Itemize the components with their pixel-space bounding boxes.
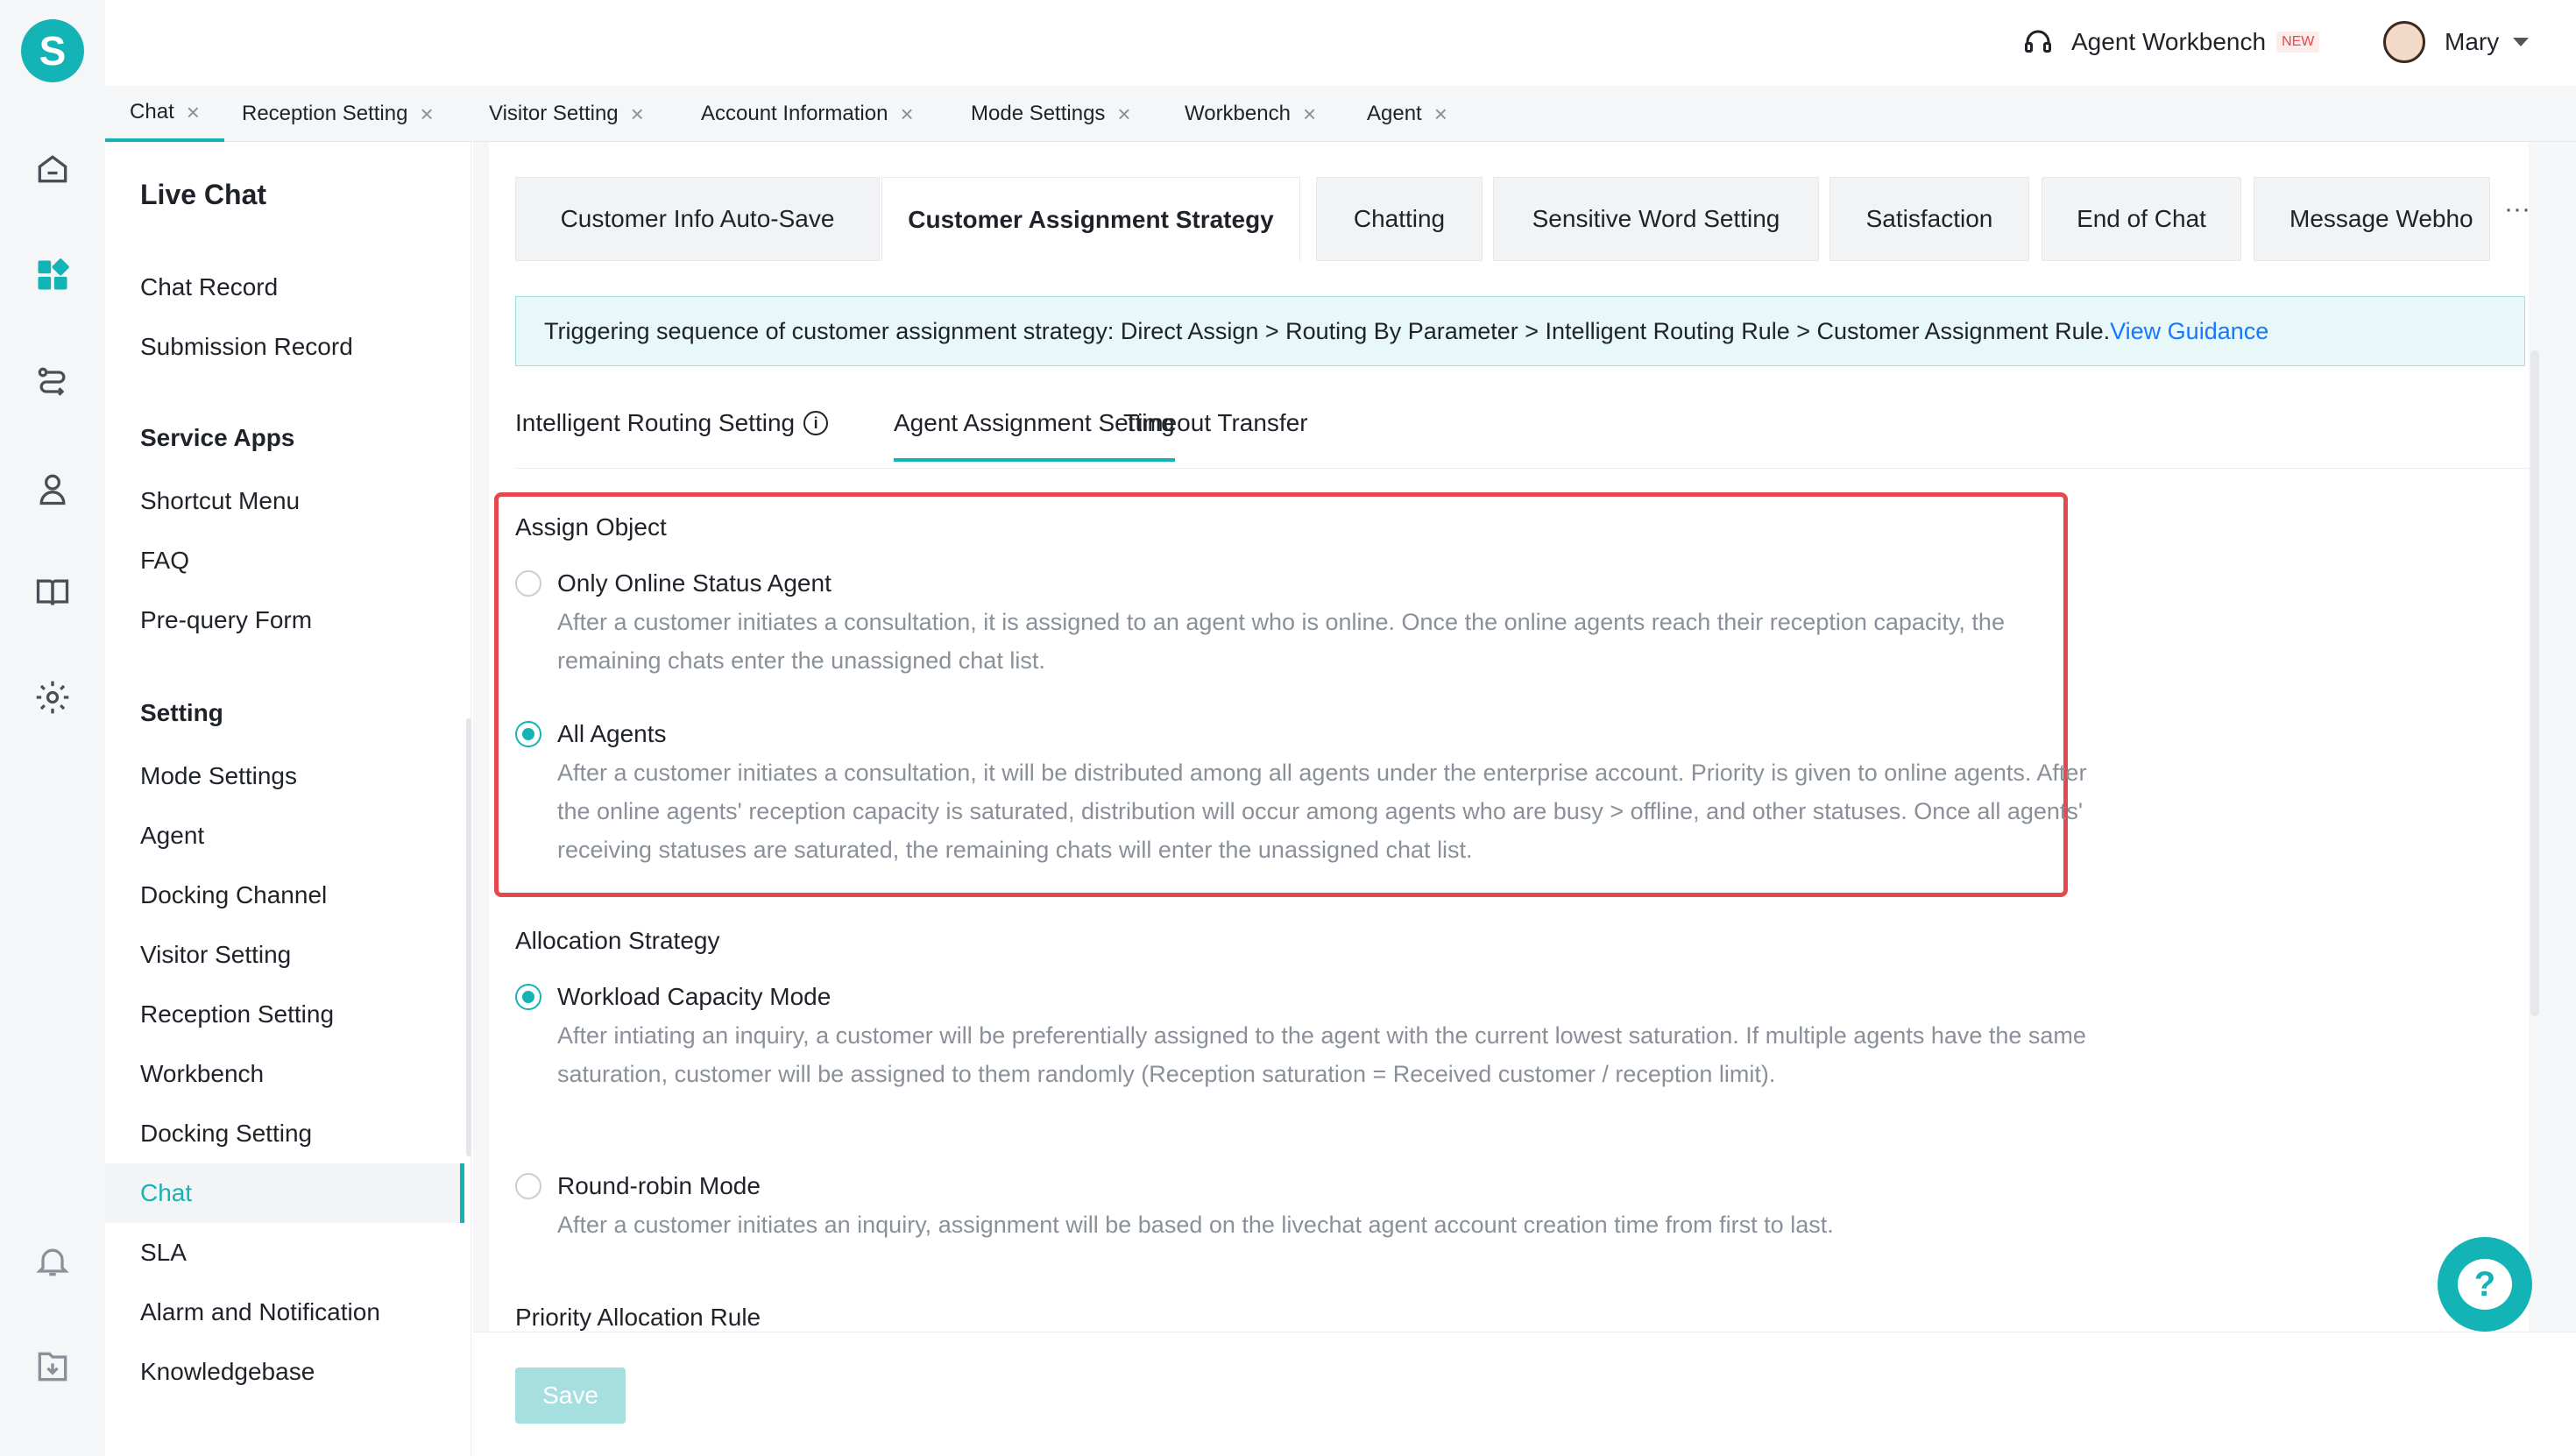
close-icon[interactable]: × <box>630 100 644 127</box>
content-tab-customer-info-auto-save[interactable]: Customer Info Auto-Save <box>515 177 880 261</box>
save-button[interactable]: Save <box>515 1368 626 1424</box>
sidebar-item-visitor-setting[interactable]: Visitor Setting <box>140 941 292 968</box>
sidebar-item-docking-setting[interactable]: Docking Setting <box>140 1120 313 1147</box>
sidebar-heading-setting: Setting <box>140 699 223 726</box>
open-tabs-bar <box>105 86 2576 142</box>
tab-reception-setting[interactable]: Reception Setting × <box>242 100 434 127</box>
sidebar-item-docking-channel[interactable]: Docking Channel <box>140 881 328 908</box>
option-description: After a customer initiates a consultation, it is assigned to an agent who is online. Once the online agents reach their reception capacity, the remaining chats enter the unassigned chat list. <box>557 609 2005 674</box>
avatar <box>2383 21 2425 63</box>
radio-all-agents[interactable]: All Agents <box>515 720 667 748</box>
subtab-intelligent-routing-setting[interactable]: Intelligent Routing Setting i <box>515 409 828 437</box>
settings-icon[interactable] <box>33 678 72 717</box>
tab-workbench[interactable]: Workbench × <box>1185 100 1317 127</box>
close-icon[interactable]: × <box>1302 100 1317 127</box>
content-tab-message-webhook[interactable]: Message Webho <box>2254 177 2490 261</box>
content-scrollbar[interactable] <box>2530 350 2539 1016</box>
sidebar-item-knowledgebase[interactable]: Knowledgebase <box>140 1358 315 1385</box>
sidebar-title: Live Chat <box>140 179 267 210</box>
headset-icon <box>2022 26 2054 58</box>
tab-agent[interactable]: Agent × <box>1367 100 1447 127</box>
sidebar-item-sla[interactable]: SLA <box>140 1239 187 1266</box>
tab-visitor-setting[interactable]: Visitor Setting × <box>489 100 644 127</box>
main-content <box>473 142 2576 1456</box>
radio-button[interactable] <box>515 984 541 1010</box>
view-guidance-link[interactable]: View Guidance <box>2110 317 2269 344</box>
sidebar-item-chat[interactable]: Chat <box>105 1163 464 1223</box>
home-icon[interactable] <box>33 149 72 187</box>
sidebar-item-agent[interactable]: Agent <box>140 822 205 849</box>
settings-panel <box>489 142 2529 1456</box>
option-description: After a customer initiates an inquiry, assignment will be based on the livechat agent account creation time from first to last. <box>557 1212 1834 1238</box>
sidebar-heading-service-apps: Service Apps <box>140 424 295 451</box>
app-logo[interactable]: S <box>21 19 84 82</box>
radio-workload-capacity-mode[interactable]: Workload Capacity Mode <box>515 983 831 1011</box>
notice-text: Triggering sequence of customer assignment strategy: Direct Assign > Routing By Parameter > Intelligent Routing Rule > Customer Assignment Rule. <box>544 317 2111 344</box>
assign-object-title: Assign Object <box>515 513 667 541</box>
sidebar-item-reception-setting[interactable]: Reception Setting <box>140 1000 335 1028</box>
option-description: After intiating an inquiry, a customer will be preferentially assigned to the agent with the current lowest saturation. If multiple agents have the same saturation, customer will be assigned to them randomly (Reception saturation = Received customer / reception limit). <box>557 1022 2086 1087</box>
radio-only-online-status-agent[interactable]: Only Online Status Agent <box>515 569 832 597</box>
radio-round-robin-mode[interactable]: Round-robin Mode <box>515 1172 761 1200</box>
sidebar-item-submission-record[interactable]: Submission Record <box>140 333 353 360</box>
content-tab-end-of-chat[interactable]: End of Chat <box>2042 177 2241 261</box>
bell-icon[interactable] <box>33 1242 72 1281</box>
tab-account-information[interactable]: Account Information × <box>701 100 914 127</box>
priority-allocation-rule-title: Priority Allocation Rule <box>515 1304 761 1331</box>
sidebar-item-mode-settings[interactable]: Mode Settings <box>140 762 297 789</box>
sidebar-scrollbar[interactable] <box>466 718 471 1156</box>
sidebar-item-chat-record[interactable]: Chat Record <box>140 273 279 300</box>
new-badge: NEW <box>2276 32 2319 53</box>
tab-chat[interactable]: Chat × <box>105 86 224 142</box>
content-tab-chatting[interactable]: Chatting <box>1316 177 1483 261</box>
footer-bar <box>473 1332 2576 1456</box>
close-icon[interactable]: × <box>900 100 914 127</box>
more-tabs-icon[interactable]: ··· <box>2504 194 2530 223</box>
chevron-down-icon <box>2513 38 2529 46</box>
apps-icon[interactable] <box>33 256 72 294</box>
routing-icon[interactable] <box>33 363 72 401</box>
content-tab-sensitive-word-setting[interactable]: Sensitive Word Setting <box>1493 177 1819 261</box>
option-description: After a customer initiates a consultation, it will be distributed among all agents under the enterprise account. Priority is given to online agents. After the online agents' reception capacity is saturated, distribution will occur among agents who are busy > offline, and other statuses. Once all agents' receiving statuses are saturated, the remaining chats will enter the unassigned chat list. <box>557 760 2087 863</box>
left-rail <box>0 0 105 1456</box>
sidebar-item-faq[interactable]: FAQ <box>140 547 190 574</box>
close-icon[interactable]: × <box>186 98 200 125</box>
close-icon[interactable]: × <box>1117 100 1131 127</box>
sidebar-item-workbench[interactable]: Workbench <box>140 1060 265 1087</box>
radio-button[interactable] <box>515 1173 541 1199</box>
sidebar-item-shortcut-menu[interactable]: Shortcut Menu <box>140 487 301 514</box>
radio-button[interactable] <box>515 721 541 747</box>
help-button[interactable] <box>2438 1237 2532 1332</box>
user-name: Mary <box>2445 28 2500 55</box>
sidebar-item-alarm-and-notification[interactable]: Alarm and Notification <box>140 1298 380 1325</box>
sidebar <box>105 142 471 1456</box>
subtab-agent-assignment-setting[interactable]: Agent Assignment Setting <box>894 409 1175 462</box>
allocation-strategy-title: Allocation Strategy <box>515 927 720 954</box>
help-icon: ? <box>2458 1259 2512 1310</box>
subtab-divider <box>515 468 2530 469</box>
sidebar-item-pre-query-form[interactable]: Pre-query Form <box>140 606 313 633</box>
agent-workbench-link[interactable]: Agent Workbench NEW <box>2022 26 2319 58</box>
download-icon[interactable] <box>33 1347 72 1386</box>
close-icon[interactable]: × <box>420 100 434 127</box>
top-bar <box>105 0 2576 86</box>
close-icon[interactable]: × <box>1433 100 1447 127</box>
book-icon[interactable] <box>33 573 72 611</box>
assignment-notice <box>515 296 2525 366</box>
info-icon[interactable]: i <box>803 411 828 435</box>
subtab-timeout-transfer[interactable]: Timeout Transfer <box>1123 409 1308 436</box>
content-tab-customer-assignment-strategy[interactable]: Customer Assignment Strategy <box>881 177 1300 261</box>
tab-mode-settings[interactable]: Mode Settings × <box>971 100 1131 127</box>
radio-button[interactable] <box>515 570 541 597</box>
user-menu[interactable] <box>2383 21 2529 63</box>
agent-icon[interactable] <box>33 470 72 508</box>
content-tab-satisfaction[interactable]: Satisfaction <box>1829 177 2029 261</box>
